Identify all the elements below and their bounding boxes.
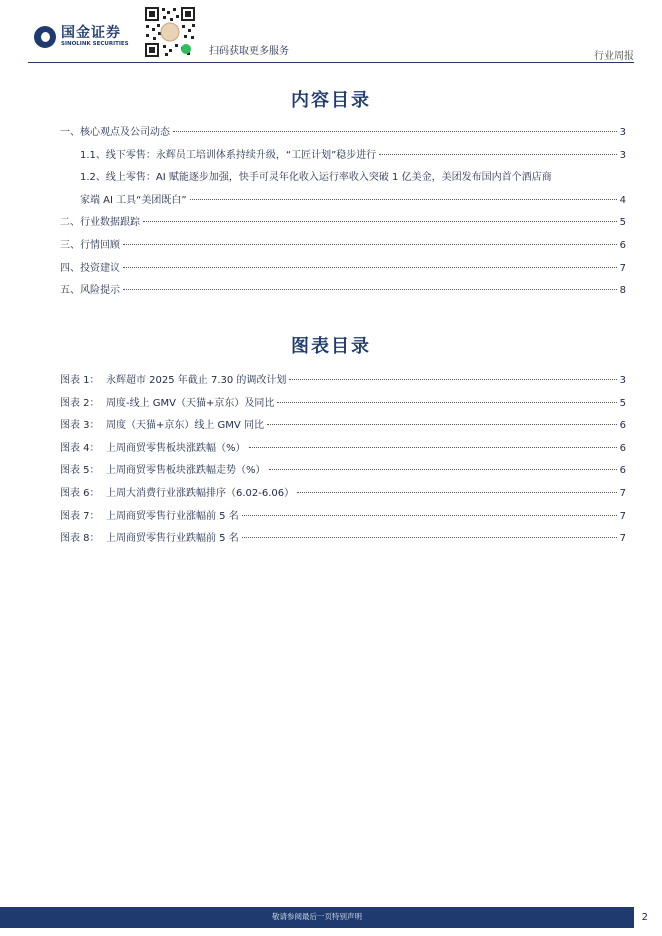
figure-entry[interactable]: [60, 460, 626, 483]
figure-entry-page: 6: [619, 442, 626, 454]
toc-entry[interactable]: [60, 122, 626, 145]
report-type-label: 行业周报: [594, 51, 634, 62]
figure-entry-page: 5: [619, 397, 626, 409]
leader-dots: [123, 289, 617, 290]
toc-entry[interactable]: [60, 145, 626, 168]
leader-dots: [267, 424, 617, 425]
logo-name-en: SINOLINK SECURITIES: [61, 41, 129, 47]
figure-entry[interactable]: [60, 438, 626, 461]
page-number: 2: [641, 912, 648, 923]
figure-entry-label: 永辉超市 2025 年截止 7.30 的调改计划: [106, 375, 287, 386]
logo-name-cn: 国金证券: [61, 25, 121, 41]
figure-entry-page: 7: [619, 487, 626, 499]
toc-entry[interactable]: [60, 280, 626, 303]
figure-entry[interactable]: [60, 370, 626, 393]
logo-mark-icon: [34, 26, 56, 48]
figure-entry-number: 图表 4：: [60, 442, 100, 454]
toc-entry-page: 8: [619, 285, 626, 297]
toc-entry[interactable]: [60, 235, 626, 258]
leader-dots: [123, 267, 617, 268]
figure-entry[interactable]: [60, 528, 626, 551]
figures-list: [60, 370, 626, 551]
figure-entry-page: 7: [619, 510, 626, 522]
figure-entry-page: 3: [619, 375, 626, 386]
leader-dots: [277, 402, 616, 403]
figure-entry-label: 周度-线上 GMV（天猫+京东）及同比: [106, 397, 275, 409]
figure-entry-page: 6: [619, 465, 626, 477]
toc-entry-page: 3: [619, 127, 626, 138]
toc-entry[interactable]: [60, 190, 626, 213]
toc-entry-page: 6: [619, 239, 626, 251]
figure-entry[interactable]: [60, 415, 626, 438]
header-divider: [28, 62, 634, 63]
leader-dots: [269, 469, 617, 470]
figure-entry-label: 上周商贸零售行业涨幅前 5 名: [106, 510, 239, 522]
figure-entry-page: 6: [619, 420, 626, 432]
leader-dots: [123, 244, 617, 245]
toc-entry-label: 1.1、线下零售：永辉员工培训体系持续升级，“工匠计划”稳步进行: [80, 149, 377, 161]
figure-entry-label: 周度（天猫+京东）线上 GMV 同比: [106, 420, 264, 432]
leader-dots: [242, 515, 617, 516]
leader-dots: [173, 131, 617, 132]
toc-entry-page: 3: [619, 149, 626, 161]
leader-dots: [249, 447, 617, 448]
figure-entry-label: 上周商贸零售板块涨跌幅（%）: [106, 442, 246, 454]
figure-entry-page: 7: [619, 533, 626, 545]
toc-entry-label: 1.2、线上零售：AI 赋能逐步加强，快手可灵年化收入运行率收入突破 1 亿美金，美团发布国内首个酒店商: [80, 172, 552, 184]
toc-entry-label: 二、行业数据跟踪: [60, 217, 140, 229]
leader-dots: [297, 492, 616, 493]
figure-entry-number: 图表 7：: [60, 510, 100, 522]
figure-entry-number: 图表 2：: [60, 397, 100, 409]
qr-caption: 扫码获取更多服务: [209, 46, 289, 57]
leader-dots: [190, 199, 617, 200]
toc-entry-label: 家端 AI 工具“美团既白”: [80, 194, 187, 206]
figure-entry-number: 图表 3：: [60, 420, 100, 432]
leader-dots: [289, 379, 616, 380]
contents-title: 内容目录: [291, 90, 371, 111]
toc-entry-wrapped-line[interactable]: [60, 167, 626, 190]
figure-entry[interactable]: [60, 393, 626, 416]
page-header: [0, 0, 662, 62]
figure-entry-number: 图表 5：: [60, 465, 100, 477]
toc-entry-page: 5: [619, 217, 626, 229]
contents-list: [60, 122, 626, 303]
figure-entry-label: 上周大消费行业涨跌幅排序（6.02-6.06）: [106, 487, 295, 499]
figure-entry-number: 图表 8：: [60, 533, 100, 545]
figure-entry-number: 图表 6：: [60, 487, 100, 499]
leader-dots: [242, 537, 617, 538]
figure-entry[interactable]: [60, 506, 626, 529]
leader-dots: [143, 221, 617, 222]
toc-entry-label: 五、风险提示: [60, 285, 120, 297]
company-logo: [34, 26, 129, 48]
figure-entry-label: 上周商贸零售行业跌幅前 5 名: [106, 533, 239, 545]
figure-entry-label: 上周商贸零售板块涨跌幅走势（%）: [106, 465, 266, 477]
toc-entry-page: 4: [619, 194, 626, 206]
toc-entry[interactable]: [60, 258, 626, 281]
footer-disclaimer: 敬请参阅最后一页特别声明: [272, 912, 362, 921]
toc-entry-page: 7: [619, 262, 626, 274]
toc-entry-label: 四、投资建议: [60, 262, 120, 274]
toc-entry-label: 一、核心观点及公司动态: [60, 127, 170, 138]
toc-entry-label: 三、行情回顾: [60, 239, 120, 251]
toc-entry[interactable]: [60, 212, 626, 235]
figure-entry[interactable]: [60, 483, 626, 506]
footer-bar: [0, 907, 634, 928]
figure-entry-number: 图表 1：: [60, 375, 100, 386]
figures-title: 图表目录: [291, 336, 371, 357]
qr-code-icon[interactable]: [143, 5, 197, 59]
leader-dots: [379, 154, 616, 155]
